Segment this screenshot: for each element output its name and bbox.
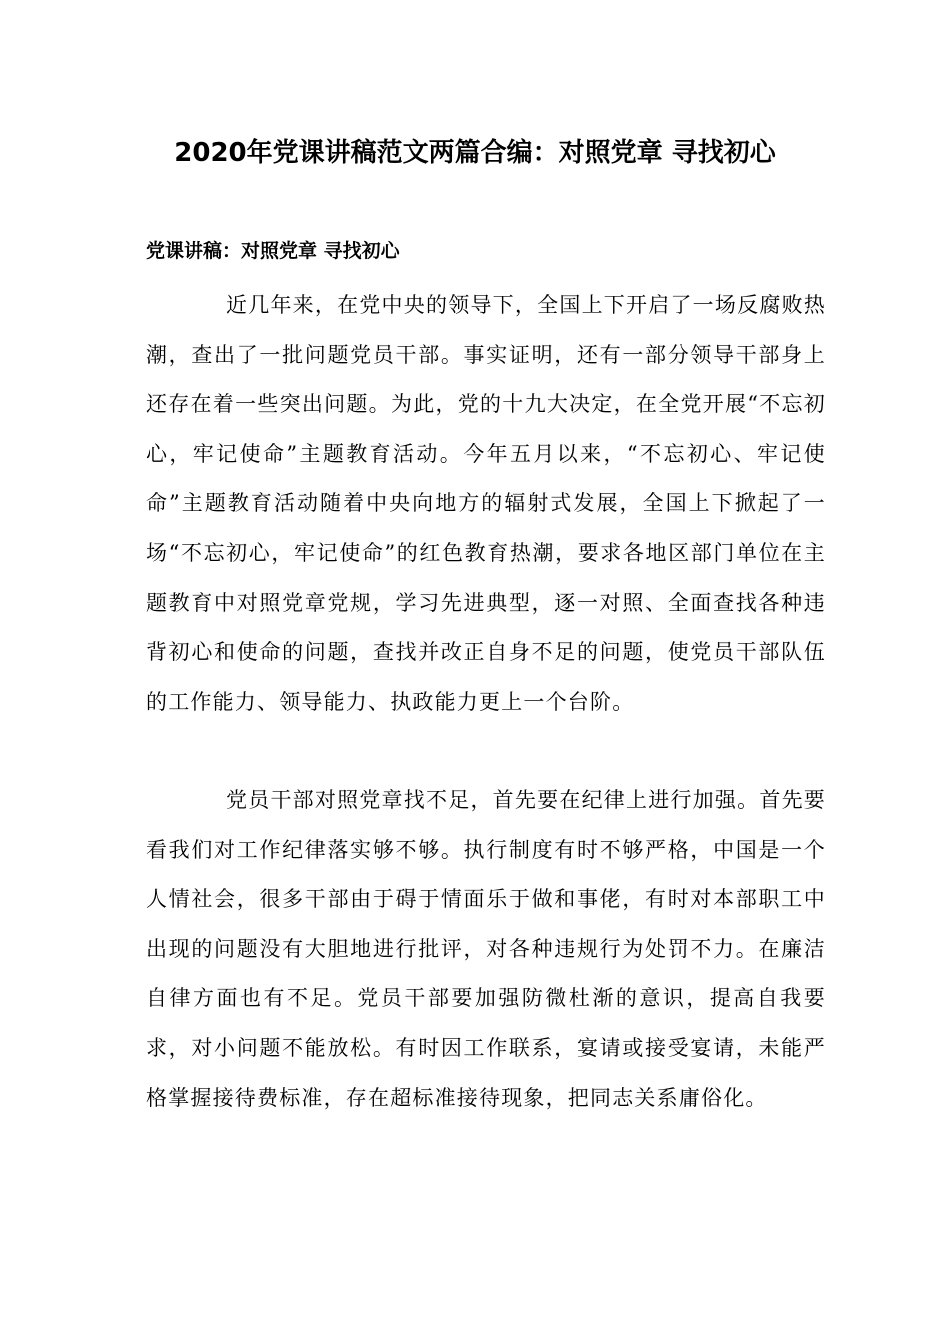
document-title: 2020年党课讲稿范文两篇合编：对照党章 寻找初心 bbox=[174, 138, 776, 168]
body-block-2 bbox=[146, 776, 826, 1123]
paragraph: 近几年来，在党中央的领导下，全国上下开启了一场反腐败热潮，查出了一批问题党员干部。事实证明，还有一部分领导干部身上还存在着一些突出问题。为此，党的十九大决定，在全党开展“不忘初心，牢记使命”主题教育活动。今年五月以来，“不忘初心、牢记使命”主题教育活动随着中央向地方的辐射式发展，全国上下掀起了一场“不忘初心，牢记使命”的红色教育热潮，要求各地区部门单位在主题教育中对照党章党规，学习先进典型，逐一对照、全面查找各种违背初心和使命的问题，查找并改正自身不足的问题，使党员干部队伍的工作能力、领导能力、执政能力更上一个台阶。 bbox=[146, 293, 826, 714]
section-heading: 党课讲稿：对照党章 寻找初心 bbox=[146, 240, 400, 262]
paragraph: 党员干部对照党章找不足，首先要在纪律上进行加强。首先要看我们对工作纪律落实够不够。执行制度有时不够严格，中国是一个人情社会，很多干部由于碍于情面乐于做和事佬，有时对本部职工中出现的问题没有大胆地进行批评，对各种违规行为处罚不力。在廉洁自律方面也有不足。党员干部要加强防微杜渐的意识，提高自我要求，对小问题不能放松。有时因工作联系，宴请或接受宴请，未能严格掌握接待费标准，存在超标准接待现象，把同志关系庸俗化。 bbox=[146, 788, 826, 1110]
body-block-1 bbox=[146, 281, 826, 727]
